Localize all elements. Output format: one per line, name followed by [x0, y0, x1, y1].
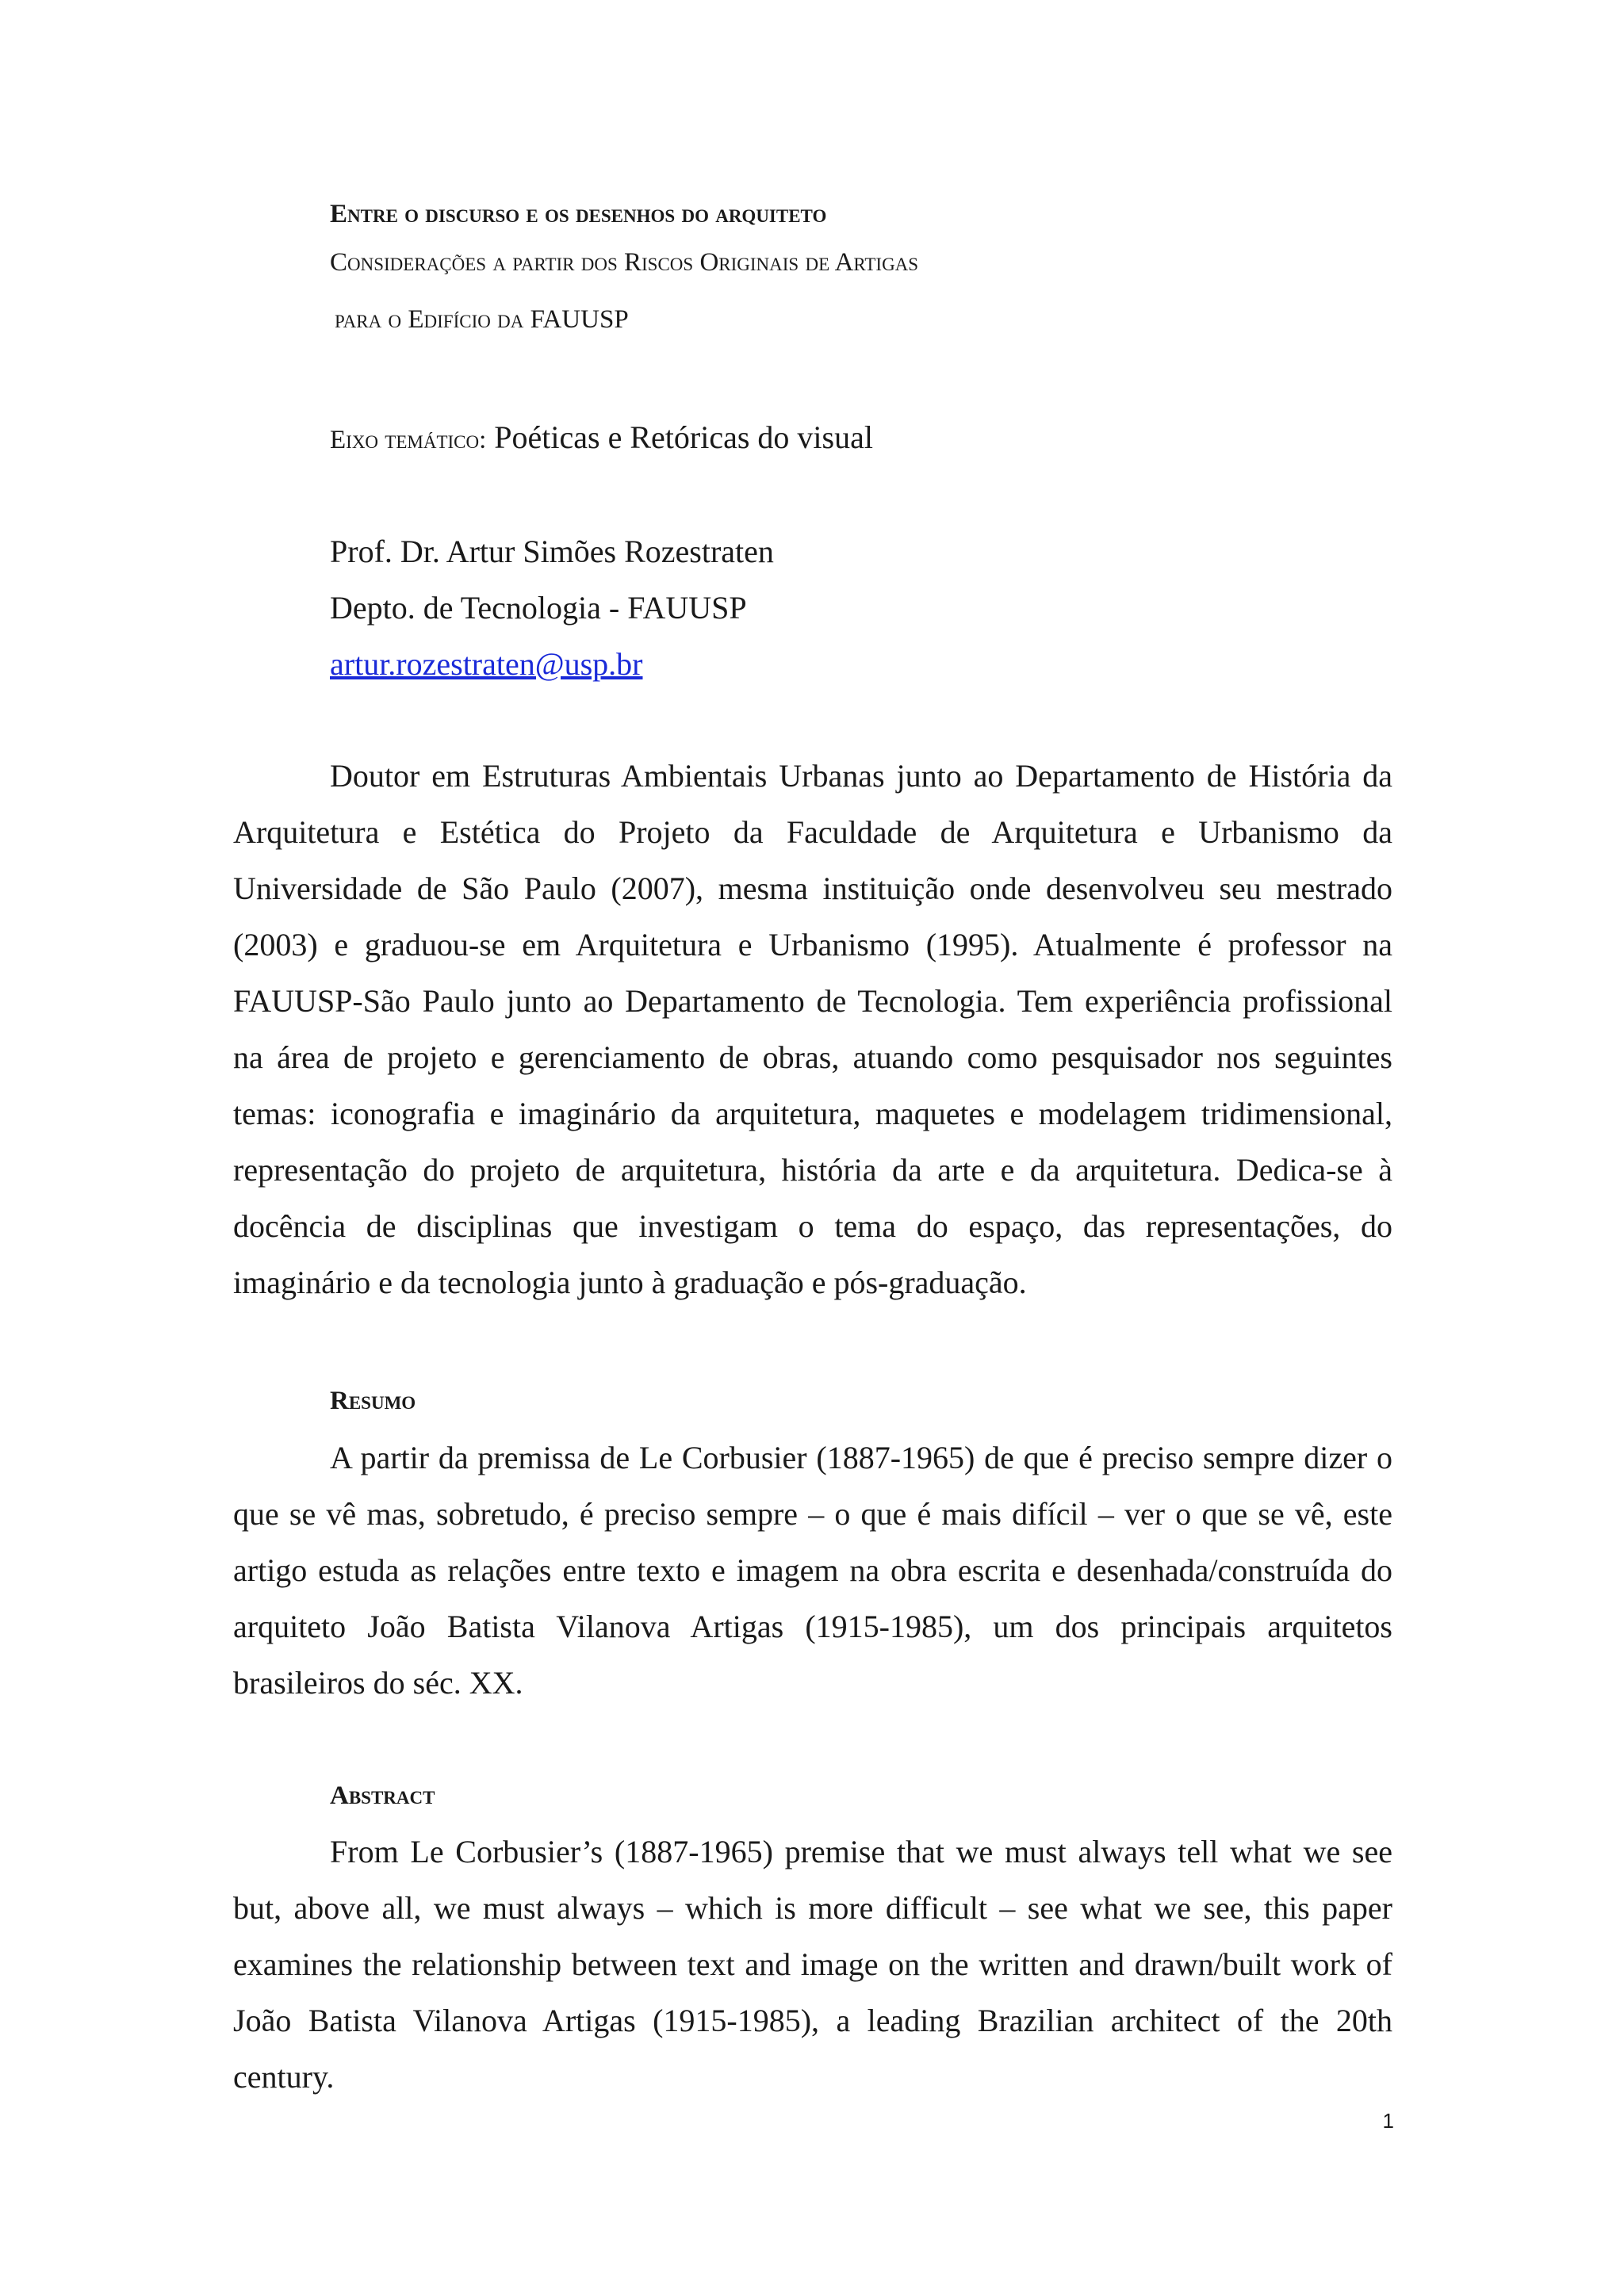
abstract-heading: Abstract	[330, 1781, 435, 1810]
subtitle-line2-acronym: FAUUSP	[530, 305, 629, 334]
thematic-axis-value: Poéticas e Retóricas do visual	[494, 419, 873, 455]
author-email-link[interactable]: artur.rozestraten@usp.br	[330, 646, 643, 682]
paper-subtitle-line1: Considerações a partir dos Riscos Originais de Artigas	[330, 248, 919, 277]
abstract-text: From Le Corbusier’s (1887-1965) premise that we must always tell what we see but, above all, we must always – which is more difficult – see what we see, this paper examines the relationship between text and image on the written and drawn/built work of João Batista Vilanova Artigas (1915-1985), a leading Brazilian architect of the 20th century.	[233, 1834, 1392, 2095]
thematic-axis-label: Eixo temático:	[330, 426, 487, 454]
subtitle-line2-prefix: para o Edifício da	[335, 305, 524, 334]
resumo-text: A partir da premissa de Le Corbusier (1887-1965) de que é preciso sempre dizer o que se vê mas, sobretudo, é preciso sempre – o que é mais difícil – ver o que se vê, este artigo estuda as relações entre texto e imagem na obra escrita e desenhada/construída do arquiteto João Batista Vilanova Artigas (1915-1985), um dos principais arquitetos brasileiros do séc. XX.	[233, 1440, 1392, 1701]
resumo-heading: Resumo	[330, 1387, 416, 1415]
author-name: Prof. Dr. Artur Simões Rozestraten	[330, 534, 774, 569]
paper-subtitle-line2	[335, 291, 1440, 348]
author-block	[330, 523, 774, 692]
thematic-axis	[330, 414, 873, 464]
paper-title: Entre o discurso e os desenhos do arquiteto	[330, 200, 827, 228]
title-block	[330, 194, 1440, 348]
page-number: 1	[1382, 2109, 1394, 2133]
author-department: Depto. de Tecnologia - FAUUSP	[330, 590, 747, 626]
author-bio: Doutor em Estruturas Ambientais Urbanas junto ao Departamento de História da Arquitetura e Estética do Projeto da Faculdade de Arquitetura e Urbanismo da Universidade de São Paulo (2007), mesma instituição onde desenvolveu seu mestrado (2003) e graduou-se em Arquitetura e Urbanismo (1995). Atualmente é professor na FAUUSP-São Paulo junto ao Departamento de Tecnologia. Tem experiência profissional na área de projeto e gerenciamento de obras, atuando como pesquisador nos seguintes temas: iconografia e imaginário da arquitetura, maquetes e modelagem tridimensional, representação do projeto de arquitetura, história da arte e da arquitetura. Dedica-se à docência de disciplinas que investigam o tema do espaço, das representações, do imaginário e da tecnologia junto à graduação e pós-graduação.	[233, 758, 1392, 1300]
